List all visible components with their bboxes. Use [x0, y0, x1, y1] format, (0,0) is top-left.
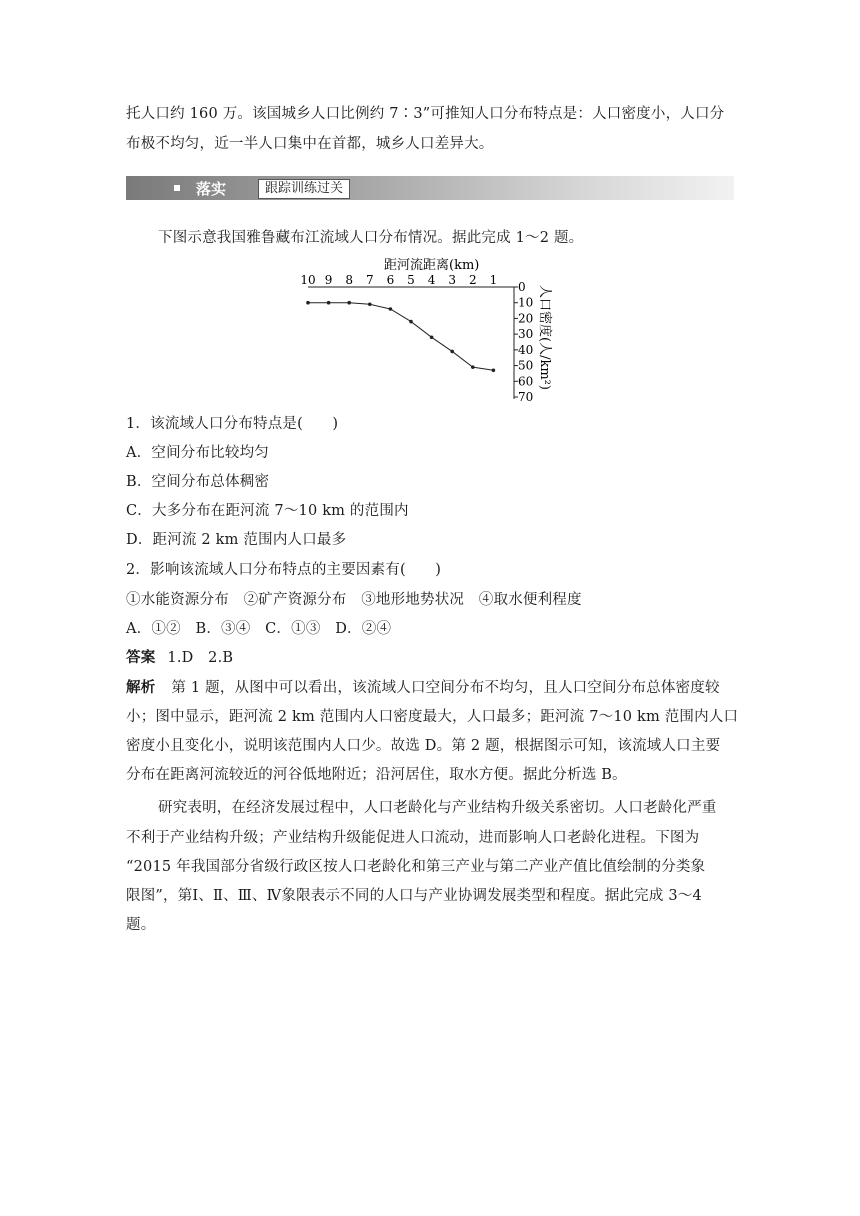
q1-option-a: A．空间分布比较均匀 [126, 445, 269, 461]
banner-title: 落实 [196, 180, 227, 198]
x-tick-label: 8 [345, 273, 354, 287]
x-tick-label: 9 [324, 273, 333, 287]
question-intro-1-2: 下图示意我国雅鲁藏布江流域人口分布情况。据此完成 1～2 题。 [158, 230, 584, 246]
y-tick-label: 20 [518, 311, 534, 326]
q1-option-c: C．大多分布在距河流 7～10 km 的范围内 [126, 503, 409, 519]
q2-factors: ①水能资源分布 ②矿产资源分布 ③地形地势状况 ④取水便利程度 [126, 592, 582, 608]
series-line [308, 303, 493, 371]
y-tick-label: 50 [518, 358, 534, 373]
y-axis-label: 人口密度(人/km²) [537, 285, 552, 390]
chart-title: 距河流距离(km) [384, 258, 480, 273]
x-tick-label: 4 [427, 273, 436, 287]
banner-subtitle: 跟踪训练过关 [258, 179, 350, 199]
analysis-text-1: 第 1 题，从图中可以看出，该流域人口空间分布不均匀，且人口空间分布总体密度较 [171, 680, 720, 696]
q1-option-b: B．空间分布总体稠密 [126, 474, 270, 490]
data-point [409, 320, 413, 324]
analysis-line-3: 密度小且变化小，说明该范围内人口少。故选 D。第 2 题，根据图示可知，该流域人口主要 [126, 738, 721, 754]
data-point [327, 301, 331, 305]
x-tick-label: 6 [386, 273, 395, 287]
x-tick-label: 10 [300, 273, 316, 287]
q1-stem: 1．该流域人口分布特点是( ) [126, 416, 339, 432]
q1-option-d: D．距河流 2 km 范围内人口最多 [126, 532, 347, 548]
y-tick-label: 70 [518, 390, 534, 404]
x-tick-label: 1 [489, 273, 498, 287]
y-tick-label: 60 [518, 374, 534, 389]
x-tick-label: 2 [468, 273, 477, 287]
x-tick-label: 3 [448, 273, 457, 287]
population-density-chart [300, 254, 580, 404]
q34-intro-line-5: 题。 [126, 917, 156, 933]
square-bullet-icon [174, 185, 180, 191]
data-point [347, 301, 351, 305]
q2-options: A．①② B．③④ C．①③ D．②④ [126, 621, 392, 637]
q34-intro-line-2: 不利于产业结构升级；产业结构升级能促进人口流动，进而影响人口老龄化进程。下图为 [126, 830, 700, 846]
data-point [306, 301, 310, 305]
y-tick-label: 40 [518, 342, 534, 357]
x-tick-label: 7 [365, 273, 374, 287]
data-point [492, 368, 496, 372]
q34-intro-line-4: 限图”，第Ⅰ、Ⅱ、Ⅲ、Ⅳ象限表示不同的人口与产业协调发展类型和程度。据此完成 3～4 [126, 888, 702, 904]
answer-label: 答案 [126, 649, 156, 666]
data-point [389, 307, 393, 311]
data-point [471, 365, 475, 369]
q2-stem: 2．影响该流域人口分布特点的主要因素有( ) [126, 562, 442, 578]
analysis-line-4: 分布在距离河流较近的河谷低地附近；沿河居住，取水方便。据此分析选 B。 [126, 767, 627, 783]
intro-line-2: 布极不均匀，近一半人口集中在首都，城乡人口差异大。 [126, 136, 494, 152]
data-point [450, 350, 454, 354]
analysis-line-1 [126, 678, 720, 698]
data-point [368, 302, 372, 306]
answer-line [126, 648, 233, 668]
x-tick-label: 5 [407, 273, 415, 287]
analysis-label: 解析 [126, 679, 156, 696]
answer-text: 1.D 2.B [167, 650, 234, 666]
y-tick-label: 30 [518, 327, 534, 342]
y-tick-label: 10 [518, 295, 534, 310]
data-point [430, 335, 434, 339]
y-tick-label: 0 [518, 280, 526, 294]
analysis-line-2: 小；图中显示，距河流 2 km 范围内人口密度最大，人口最多；距河流 7～10 km 范围内人口 [126, 709, 739, 725]
intro-line-1: 托人口约 160 万。该国城乡人口比例约 7∶3”可推知人口分布特点是：人口密度小，人口分 [126, 106, 725, 122]
section-banner [126, 176, 734, 200]
q34-intro-line-3: “2015 年我国部分省级行政区按人口老龄化和第三产业与第二产业产值比值绘制的分类象 [126, 859, 706, 875]
q34-intro-line-1: 研究表明，在经济发展过程中，人口老龄化与产业结构升级关系密切。人口老龄化严重 [158, 800, 717, 816]
